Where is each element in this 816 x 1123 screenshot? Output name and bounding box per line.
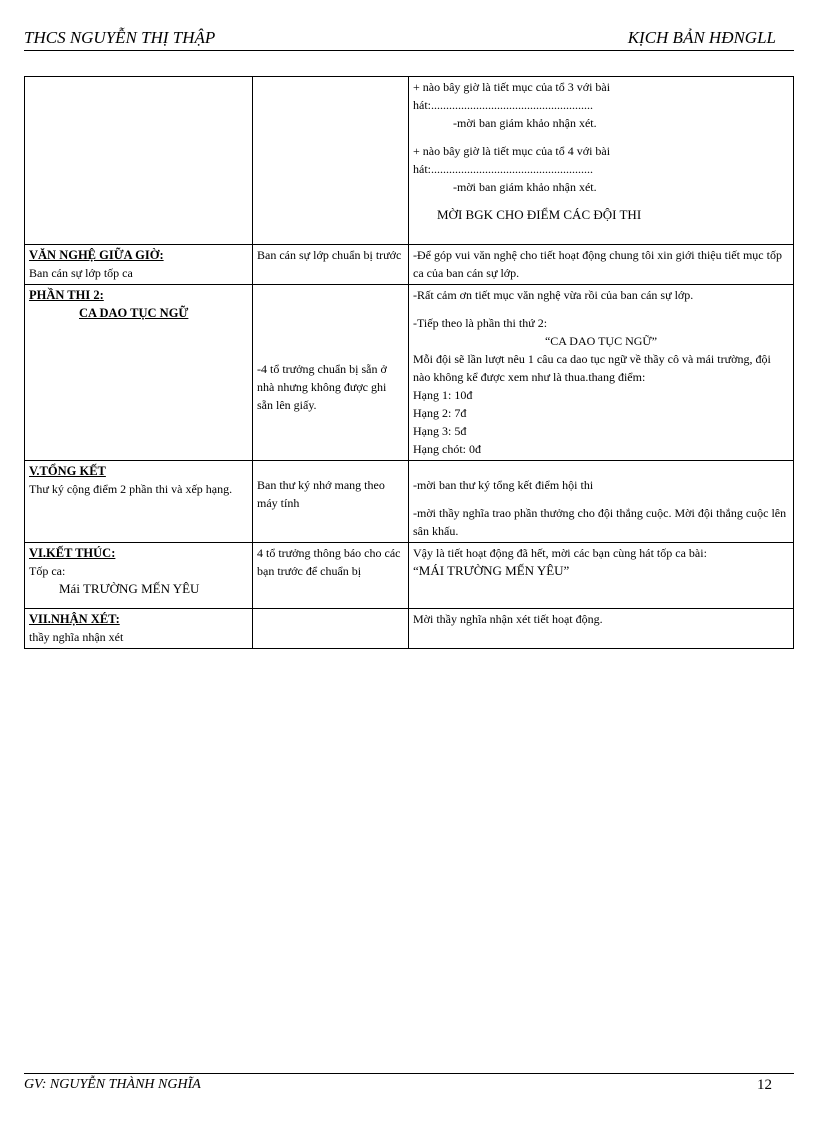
- content-line: -Tiếp theo là phần thi thứ 2:: [413, 316, 548, 330]
- rank-line: Hạng 3: 5đ: [413, 424, 467, 438]
- section-title: VĂN NGHỆ GIỮA GIỜ:: [29, 248, 164, 262]
- cell-preparation: 4 tổ trưởng thông báo cho các bạn trước để chuẩn bị: [253, 543, 409, 609]
- cell-content: [409, 543, 794, 609]
- cell-content: Mời thầy nghĩa nhận xét tiết hoạt động.: [409, 609, 794, 649]
- content-line: -mời ban thư ký tổng kết điểm hội thi: [413, 478, 594, 492]
- cell-content: -Để góp vui văn nghệ cho tiết hoạt động chung tôi xin giới thiệu tiết mục tốp ca của ban cán sự lớp.: [409, 245, 794, 285]
- rank-line: Hạng chót: 0đ: [413, 442, 481, 456]
- content-line: + nào bây giờ là tiết mục của tổ 4 với bài: [413, 144, 611, 158]
- cell-content: [409, 461, 794, 543]
- cell-activity: [25, 285, 253, 461]
- cell-content: [409, 77, 794, 245]
- cell-preparation: [253, 285, 409, 461]
- cell-preparation: [253, 77, 409, 245]
- content-line: hát:......................................................: [413, 98, 593, 112]
- content-line: MỜI BGK CHO ĐIỂM CÁC ĐỘI THI: [437, 207, 642, 222]
- section-subtitle: CA DAO TỤC NGỮ: [79, 306, 189, 320]
- content-line: hát:......................................................: [413, 162, 593, 176]
- rank-line: Hạng 1: 10đ: [413, 388, 473, 402]
- cell-preparation: [253, 461, 409, 543]
- content-line: -mời ban giám khảo nhận xét.: [453, 180, 597, 194]
- cell-activity: [25, 245, 253, 285]
- activity-text: Tốp ca:: [29, 564, 66, 578]
- document-title: KỊCH BẢN HĐNGLL: [627, 28, 776, 47]
- content-line: -mời thầy nghĩa trao phần thưởng cho đội thắng cuộc. Mời đội thắng cuộc lên sân khấu.: [413, 506, 787, 538]
- content-quote: “CA DAO TỤC NGỮ”: [544, 334, 658, 348]
- preparation-text: -4 tổ trưởng chuẩn bị sẵn ở nhà nhưng không được ghi sẵn lên giấy.: [257, 362, 387, 412]
- content-line: Mỗi đội sẽ lần lượt nêu 1 câu ca dao tục ngữ về thầy cô và mái trường, đội nào không kể được xem như là thua.thang điểm:: [413, 352, 771, 384]
- table-row: [25, 461, 794, 543]
- program-table: [24, 76, 794, 649]
- page-number: 12: [757, 1077, 772, 1093]
- cell-activity: [25, 609, 253, 649]
- activity-text: Ban cán sự lớp tốp ca: [29, 266, 133, 280]
- song-title: Mái TRƯỜNG MẾN YÊU: [59, 581, 200, 596]
- rank-line: Hạng 2: 7đ: [413, 406, 467, 420]
- section-title: VII.NHẬN XÉT:: [29, 612, 120, 626]
- content-line: -Rất cảm ơn tiết mục văn nghệ vừa rồi của ban cán sự lớp.: [413, 288, 694, 302]
- table-row: [25, 77, 794, 245]
- activity-text: Thư ký cộng điểm 2 phần thi và xếp hạng.: [29, 482, 233, 496]
- cell-activity: [25, 543, 253, 609]
- content-line: Vậy là tiết hoạt động đã hết, mời các bạn cùng hát tốp ca bài:: [413, 546, 707, 560]
- school-name: THCS NGUYỄN THỊ THẬP: [24, 28, 216, 47]
- cell-content: [409, 285, 794, 461]
- teacher-name: GV: NGUYỄN THÀNH NGHĨA: [24, 1077, 201, 1092]
- cell-activity: [25, 461, 253, 543]
- table-row: [25, 285, 794, 461]
- cell-preparation: [253, 609, 409, 649]
- content-song: “MÁI TRƯỜNG MẾN YÊU”: [413, 563, 570, 578]
- section-title: V.TỔNG KẾT: [29, 464, 106, 478]
- page-header: [24, 28, 794, 51]
- table-row: [25, 245, 794, 285]
- table-row: [25, 609, 794, 649]
- content-line: + nào bây giờ là tiết mục của tổ 3 với bài: [413, 80, 611, 94]
- table-row: [25, 543, 794, 609]
- section-title: PHẦN THI 2:: [29, 288, 104, 302]
- preparation-text: Ban thư ký nhớ mang theo máy tính: [257, 478, 385, 510]
- content-line: -mời ban giám khảo nhận xét.: [453, 116, 597, 130]
- section-title: VI.KẾT THÚC:: [29, 546, 116, 560]
- cell-preparation: Ban cán sự lớp chuẩn bị trước: [253, 245, 409, 285]
- page-footer: [24, 1073, 794, 1093]
- activity-text: thầy nghĩa nhận xét: [29, 630, 124, 644]
- cell-activity: [25, 77, 253, 245]
